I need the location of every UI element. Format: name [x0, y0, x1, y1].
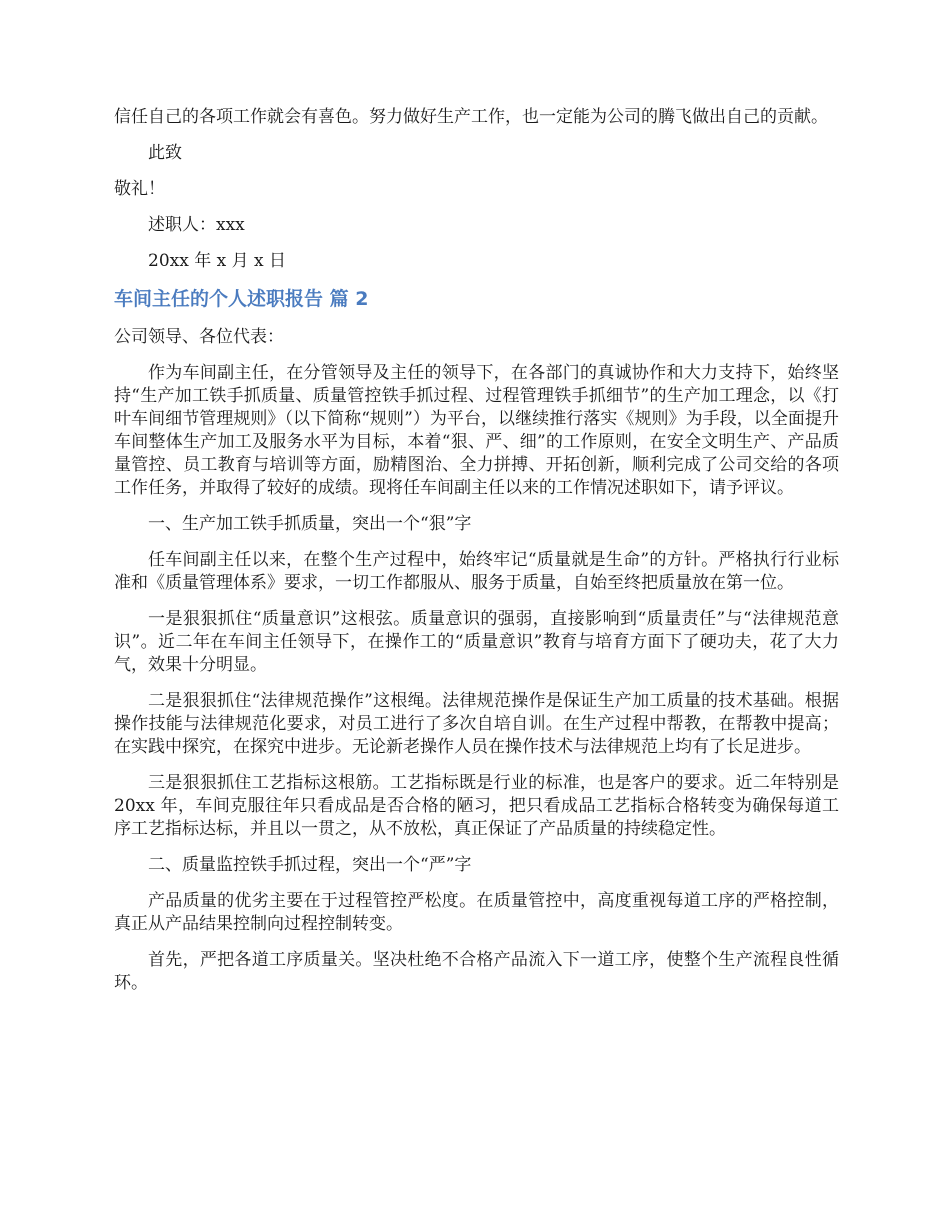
- subheading-quality: 一、生产加工铁手抓质量，突出一个“狠”字: [148, 514, 472, 534]
- paragraph-process-indicators: 三是狠狠抓住工艺指标这根筋。工艺指标既是行业的标准，也是客户的要求。近二年特别是 20xx 年，车间克服往年只看成品是否合格的陋习，把只看成品工艺指标合格转变为确保每道工序工艺指标达标，并且以一贯之，从不放松，真正保证了产品质量的持续稳定性。: [114, 773, 839, 839]
- date: 20xx 年 x 月 x 日: [148, 251, 287, 271]
- paragraph-quality-awareness: 一是狠狠抓住“质量意识”这根弦。质量意识的强弱，直接影响到“质量责任”与“法律规范意识”。近二年在车间主任领导下，在操作工的“质量意识”教育与培育方面下了硬功夫，花了大力气，效果十分明显。: [114, 609, 839, 675]
- salutation: 公司领导、各位代表：: [114, 327, 284, 347]
- paragraph-quality-policy: 任车间副主任以来，在整个生产过程中，始终牢记“质量就是生命”的方针。严格执行行业标准和《质量管理体系》要求，一切工作都服从、服务于质量，自始至终把质量放在第一位。: [114, 550, 839, 593]
- closing-jing-li: 敬礼！: [114, 179, 165, 199]
- paragraph-intro-tail: 信任自己的各项工作就会有喜色。努力做好生产工作，也一定能为公司的腾飞做出自己的贡献。: [114, 107, 828, 127]
- section-heading: 车间主任的个人述职报告 篇 2: [114, 288, 369, 310]
- paragraph-first-step: 首先，严把各道工序质量关。坚决杜绝不合格产品流入下一道工序，使整个生产流程良性循环。: [114, 950, 839, 993]
- paragraph-opening: 作为车间副主任，在分管领导及主任的领导下，在各部门的真诚协作和大力支持下，始终坚持“生产加工铁手抓质量、质量管控铁手抓过程、过程管理铁手抓细节”的生产加工理念，以《打叶车间细节管理规则》（以下简称“规则”）为平台，以继续推行落实《规则》为手段，以全面提升车间整体生产加工及服务水平为目标，本着“狠、严、细”的工作原则，在安全文明生产、产品质量管控、员工教育与培训等方面，励精图治、全力拼搏、开拓创新，顺利完成了公司交给的各项工作任务，并取得了较好的成绩。现将任车间副主任以来的工作情况述职如下，请予评议。: [114, 363, 839, 498]
- closing-ci-zhi: 此致: [148, 143, 182, 163]
- paragraph-process-control: 产品质量的优劣主要在于过程管控严松度。在质量管控中，高度重视每道工序的严格控制，真正从产品结果控制向过程控制转变。: [114, 891, 839, 934]
- signature: 述职人：xxx: [148, 215, 245, 235]
- subheading-monitoring: 二、质量监控铁手抓过程，突出一个“严”字: [148, 855, 472, 875]
- document-body: [114, 106, 839, 1008]
- paragraph-standard-operation: 二是狠狠抓住“法律规范操作”这根绳。法律规范操作是保证生产加工质量的技术基础。根据操作技能与法律规范化要求，对员工进行了多次自培自训。在生产过程中帮教，在帮教中提高；在实践中探究，在探究中进步。无论新老操作人员在操作技术与法律规范上均有了长足进步。: [114, 691, 839, 757]
